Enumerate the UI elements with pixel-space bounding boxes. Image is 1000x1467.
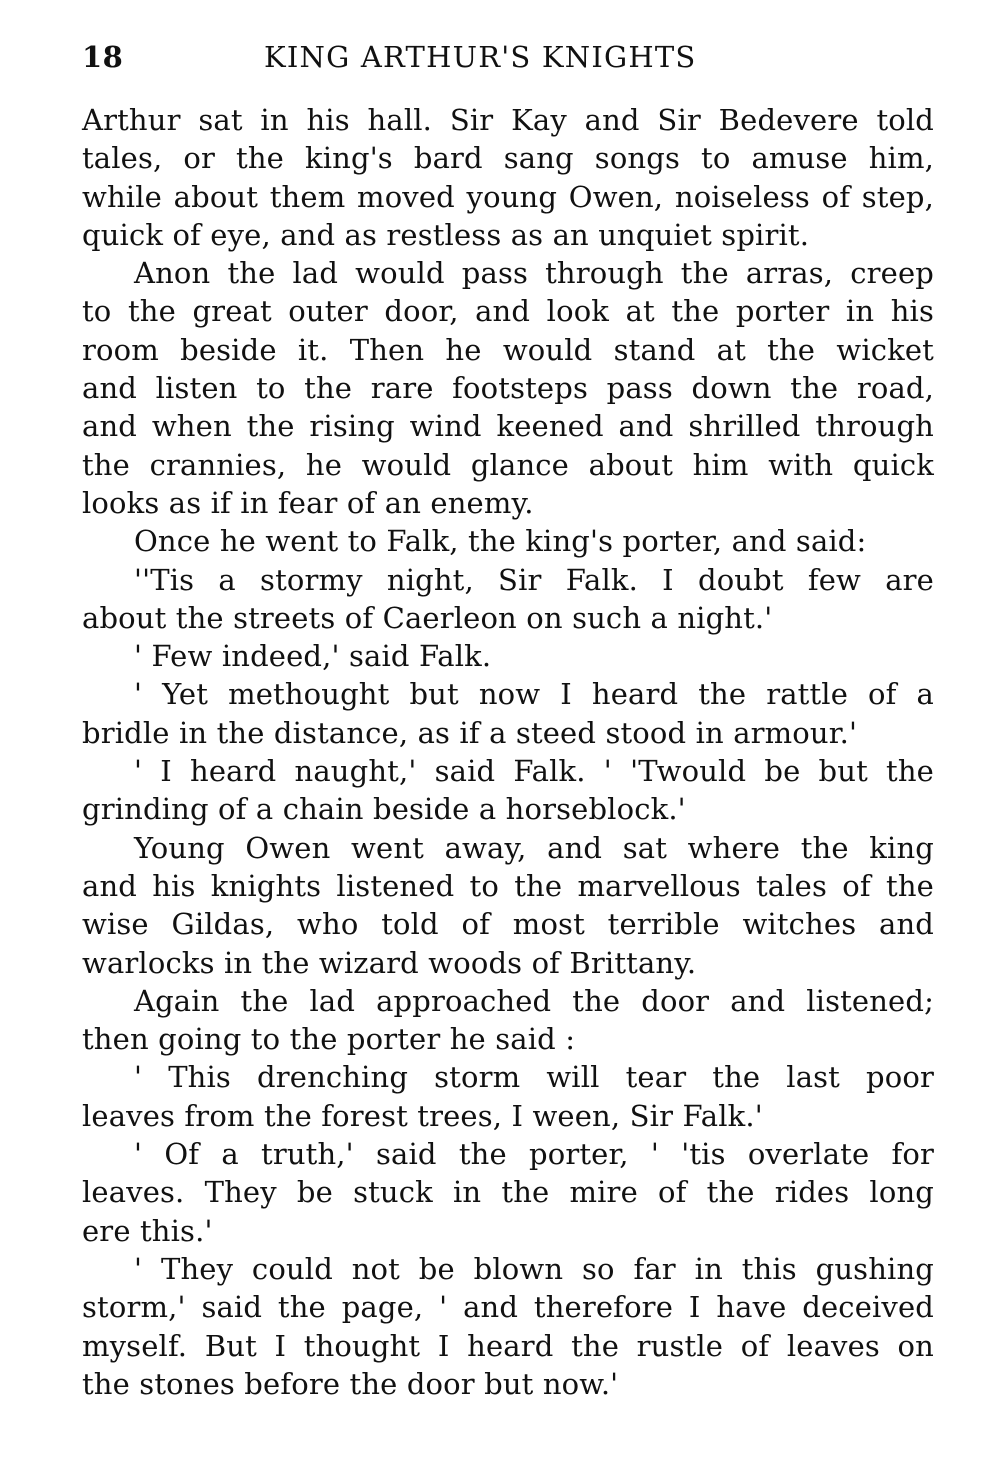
text-line: leaves. They be stuck in the mire of the rides long (82, 1175, 934, 1210)
running-head (82, 40, 932, 84)
text-line: ' Of a truth,' said the porter, ' 'tis overlate for (134, 1137, 934, 1172)
text-line: the stones before the door but now.' (82, 1366, 619, 1401)
text-line: ' This drenching storm will tear the last poor (134, 1060, 934, 1095)
text-line: looks as if in fear of an enemy. (82, 485, 534, 520)
page-number: 18 (82, 40, 124, 74)
text-line: warlocks in the wizard woods of Brittany. (82, 945, 697, 980)
text-line: bridle in the distance, as if a steed stood in armour.' (82, 715, 858, 750)
text-line: ''Tis a stormy night, Sir Falk. I doubt few are (134, 562, 934, 597)
text-line: leaves from the forest trees, I ween, Sir Falk.' (82, 1098, 763, 1133)
text-line: Anon the lad would pass through the arras, creep (134, 256, 934, 291)
text-line: Again the lad approached the door and listened; (134, 983, 934, 1018)
text-line: ere this.' (82, 1213, 213, 1248)
text-line: ' I heard naught,' said Falk. ' 'Twould be but the (134, 754, 934, 789)
text-line: room beside it. Then he would stand at the wicket (82, 332, 934, 367)
text-line: tales, or the king's bard sang songs to amuse him, (82, 141, 934, 176)
text-line: Arthur sat in his hall. Sir Kay and Sir Bedevere told (82, 103, 934, 137)
text-line: quick of eye, and as restless as an unquiet spirit. (82, 217, 810, 252)
text-line: wise Gildas, who told of most terrible witches and (82, 907, 934, 942)
text-line: ' They could not be blown so far in this gushing (134, 1251, 934, 1286)
text-line: the crannies, he would glance about him with quick (82, 447, 934, 482)
text-line: ' Few indeed,' said Falk. (134, 639, 492, 674)
text-line: to the great outer door, and look at the porter in his (82, 294, 934, 329)
book-title: KING ARTHUR'S KNIGHTS (264, 40, 697, 74)
text-line: Young Owen went away, and sat where the king (134, 830, 934, 865)
text-line: and when the rising wind keened and shrilled through (82, 409, 934, 444)
text-line: myself. But I thought I heard the rustle of leaves on (82, 1328, 934, 1363)
body-text (82, 101, 934, 1403)
text-line: while about them moved young Owen, noiseless of step, (82, 179, 934, 214)
text-line: ' Yet methought but now I heard the rattle of a (134, 677, 934, 712)
text-line: storm,' said the page, ' and therefore I have deceived (82, 1290, 934, 1325)
text-line: about the streets of Caerleon on such a night.' (82, 600, 773, 635)
text-line: and his knights listened to the marvellous tales of the (82, 868, 934, 903)
text-line: then going to the porter he said : (82, 1022, 576, 1057)
text-line: Once he went to Falk, the king's porter, and said: (134, 524, 867, 559)
text-line: grinding of a chain beside a horseblock.' (82, 792, 686, 827)
text-line: and listen to the rare footsteps pass down the road, (82, 371, 934, 406)
